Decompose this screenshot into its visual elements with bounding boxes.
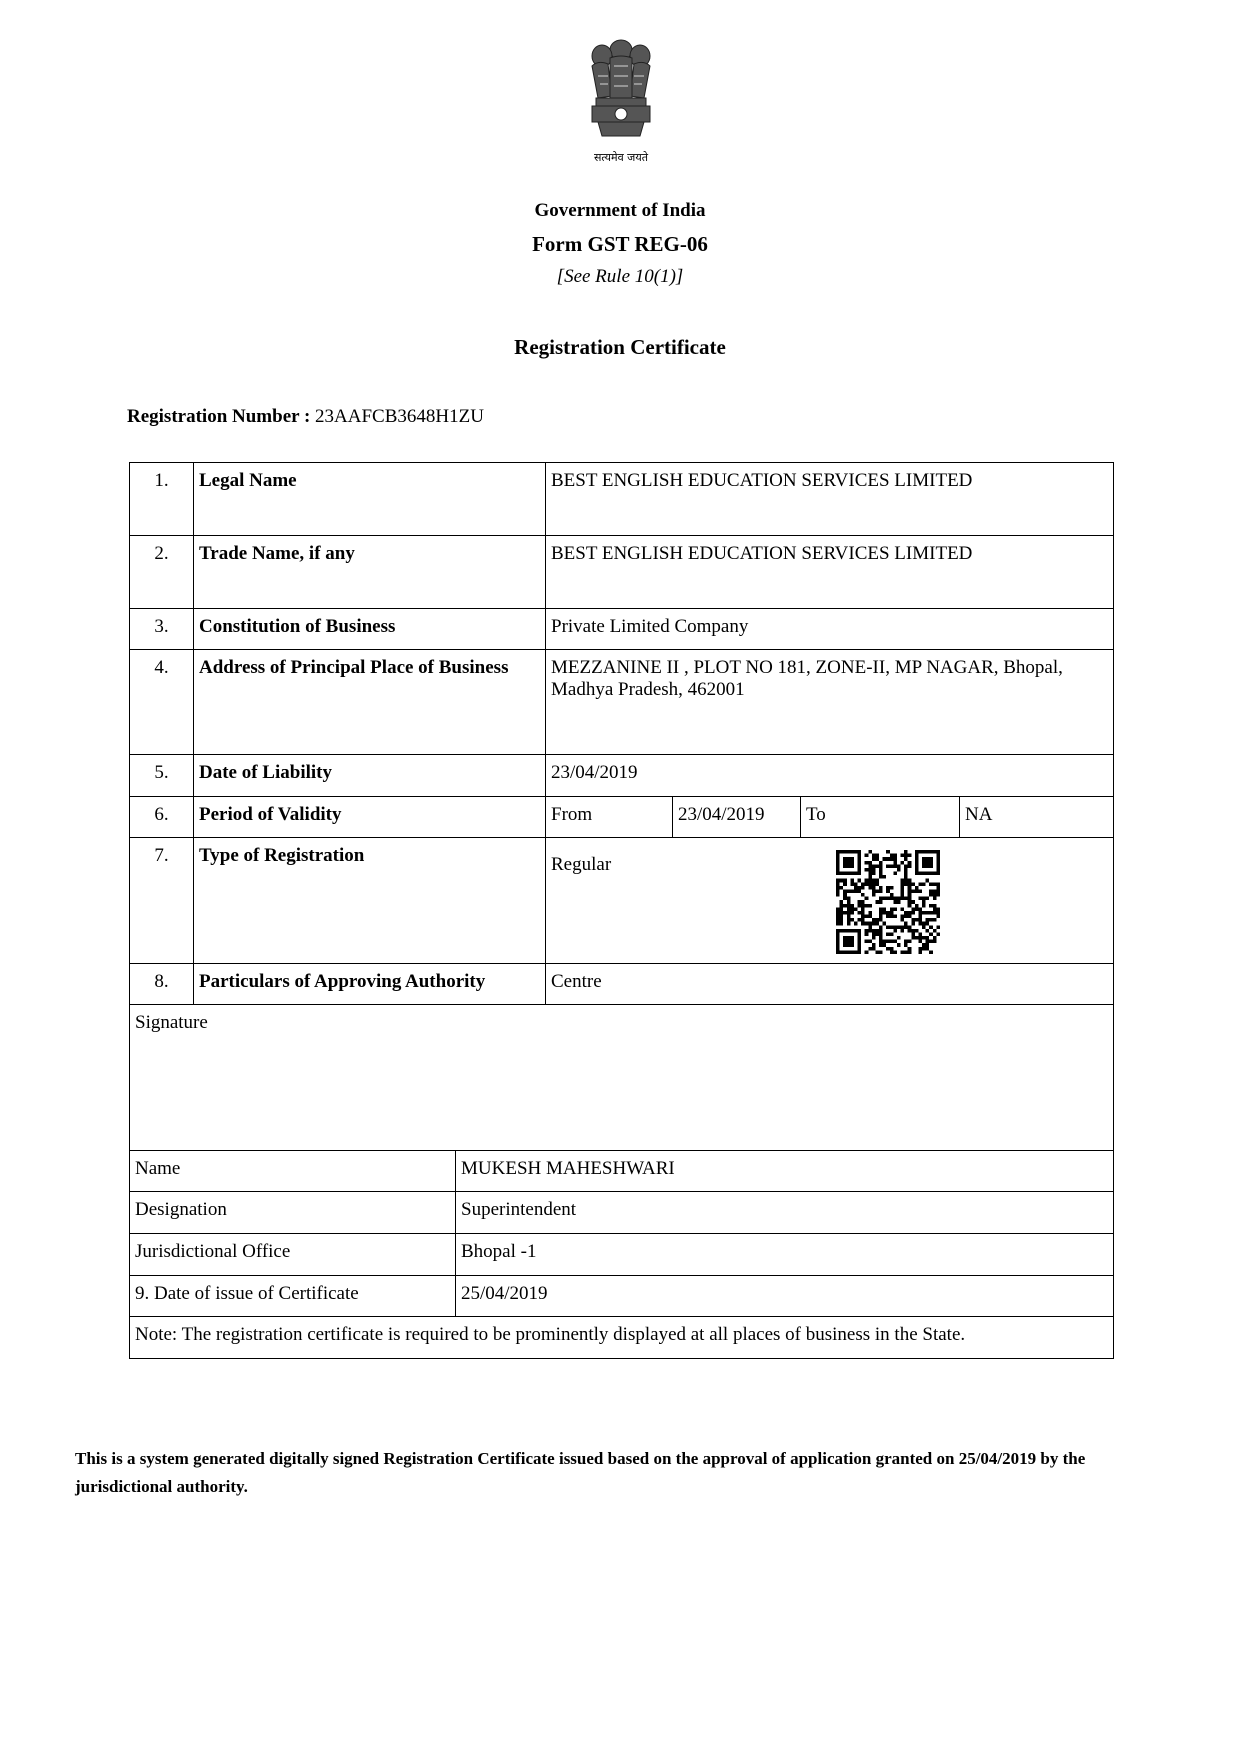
- date-of-liability-value: 23/04/2019: [546, 755, 1114, 797]
- signature-table: [129, 1004, 1114, 1359]
- emblem-motto: सत्यमेव जयते: [593, 151, 648, 164]
- table-row: [130, 1317, 1114, 1359]
- system-generated-footer: This is a system generated digitally signed Registration Certificate issued based on the approval of application granted on 25/04/2019 by the jurisdictional authority.: [75, 1449, 1086, 1496]
- trade-name-value: BEST ENGLISH EDUCATION SERVICES LIMITED: [546, 536, 1114, 609]
- issue-date-label: 9. Date of issue of Certificate: [130, 1276, 456, 1317]
- type-of-registration-label: Type of Registration: [194, 838, 546, 964]
- name-value: MUKESH MAHESHWARI: [456, 1151, 1114, 1192]
- table-row: [130, 463, 1114, 536]
- jurisdictional-office-label: Jurisdictional Office: [130, 1234, 456, 1276]
- form-number: Form GST REG-06: [532, 232, 708, 256]
- table-row: [130, 1276, 1114, 1317]
- row-number: 5.: [130, 755, 194, 797]
- row-number: 2.: [130, 536, 194, 609]
- registration-number-line: [127, 406, 484, 428]
- table-row: [130, 650, 1114, 755]
- type-of-registration-value: Regular: [546, 838, 1114, 964]
- validity-from-label: From: [546, 797, 673, 838]
- table-row: [130, 964, 1114, 1005]
- ashoka-emblem-icon: [578, 36, 664, 146]
- registration-number-label: Registration Number :: [127, 406, 311, 427]
- constitution-value: Private Limited Company: [546, 609, 1114, 650]
- table-row: [130, 536, 1114, 609]
- constitution-label: Constitution of Business: [194, 609, 546, 650]
- certificate-title: Registration Certificate: [514, 335, 726, 359]
- table-row: [130, 609, 1114, 650]
- validity-to-label: To: [801, 797, 960, 838]
- legal-name-value: BEST ENGLISH EDUCATION SERVICES LIMITED: [546, 463, 1114, 536]
- designation-value: Superintendent: [456, 1192, 1114, 1234]
- address-value: MEZZANINE II , PLOT NO 181, ZONE-II, MP NAGAR, Bhopal, Madhya Pradesh, 462001: [546, 650, 1114, 755]
- row-number: 7.: [130, 838, 194, 964]
- date-of-liability-label: Date of Liability: [194, 755, 546, 797]
- row-number: 4.: [130, 650, 194, 755]
- table-row: [130, 797, 1114, 838]
- row-number: 6.: [130, 797, 194, 838]
- certificate-details-table: [129, 462, 1114, 1005]
- signature-row: [130, 1005, 1114, 1151]
- approving-authority-label: Particulars of Approving Authority: [194, 964, 546, 1005]
- display-note: Note: The registration certificate is required to be prominently displayed at all places of business in the State.: [130, 1317, 1114, 1359]
- issue-date-value: 25/04/2019: [456, 1276, 1114, 1317]
- government-heading: Government of India: [534, 200, 706, 221]
- registration-number-value: 23AAFCB3648H1ZU: [315, 406, 484, 427]
- approving-authority-value: Centre: [546, 964, 1114, 1005]
- qr-code-icon: [836, 850, 940, 954]
- validity-to-value: NA: [960, 797, 1114, 838]
- table-row: [130, 1151, 1114, 1192]
- row-number: 8.: [130, 964, 194, 1005]
- trade-name-label: Trade Name, if any: [194, 536, 546, 609]
- table-row: [130, 1192, 1114, 1234]
- period-of-validity-label: Period of Validity: [194, 797, 546, 838]
- row-number: 1.: [130, 463, 194, 536]
- rule-reference: [See Rule 10(1)]: [556, 266, 684, 287]
- jurisdictional-office-value: Bhopal -1: [456, 1234, 1114, 1276]
- validity-from-value: 23/04/2019: [673, 797, 801, 838]
- name-label: Name: [130, 1151, 456, 1192]
- table-row: [130, 1234, 1114, 1276]
- designation-label: Designation: [130, 1192, 456, 1234]
- address-label: Address of Principal Place of Business: [194, 650, 546, 755]
- table-row: [130, 838, 1114, 964]
- legal-name-label: Legal Name: [194, 463, 546, 536]
- row-number: 3.: [130, 609, 194, 650]
- signature-label: Signature: [130, 1005, 1114, 1151]
- table-row: [130, 755, 1114, 797]
